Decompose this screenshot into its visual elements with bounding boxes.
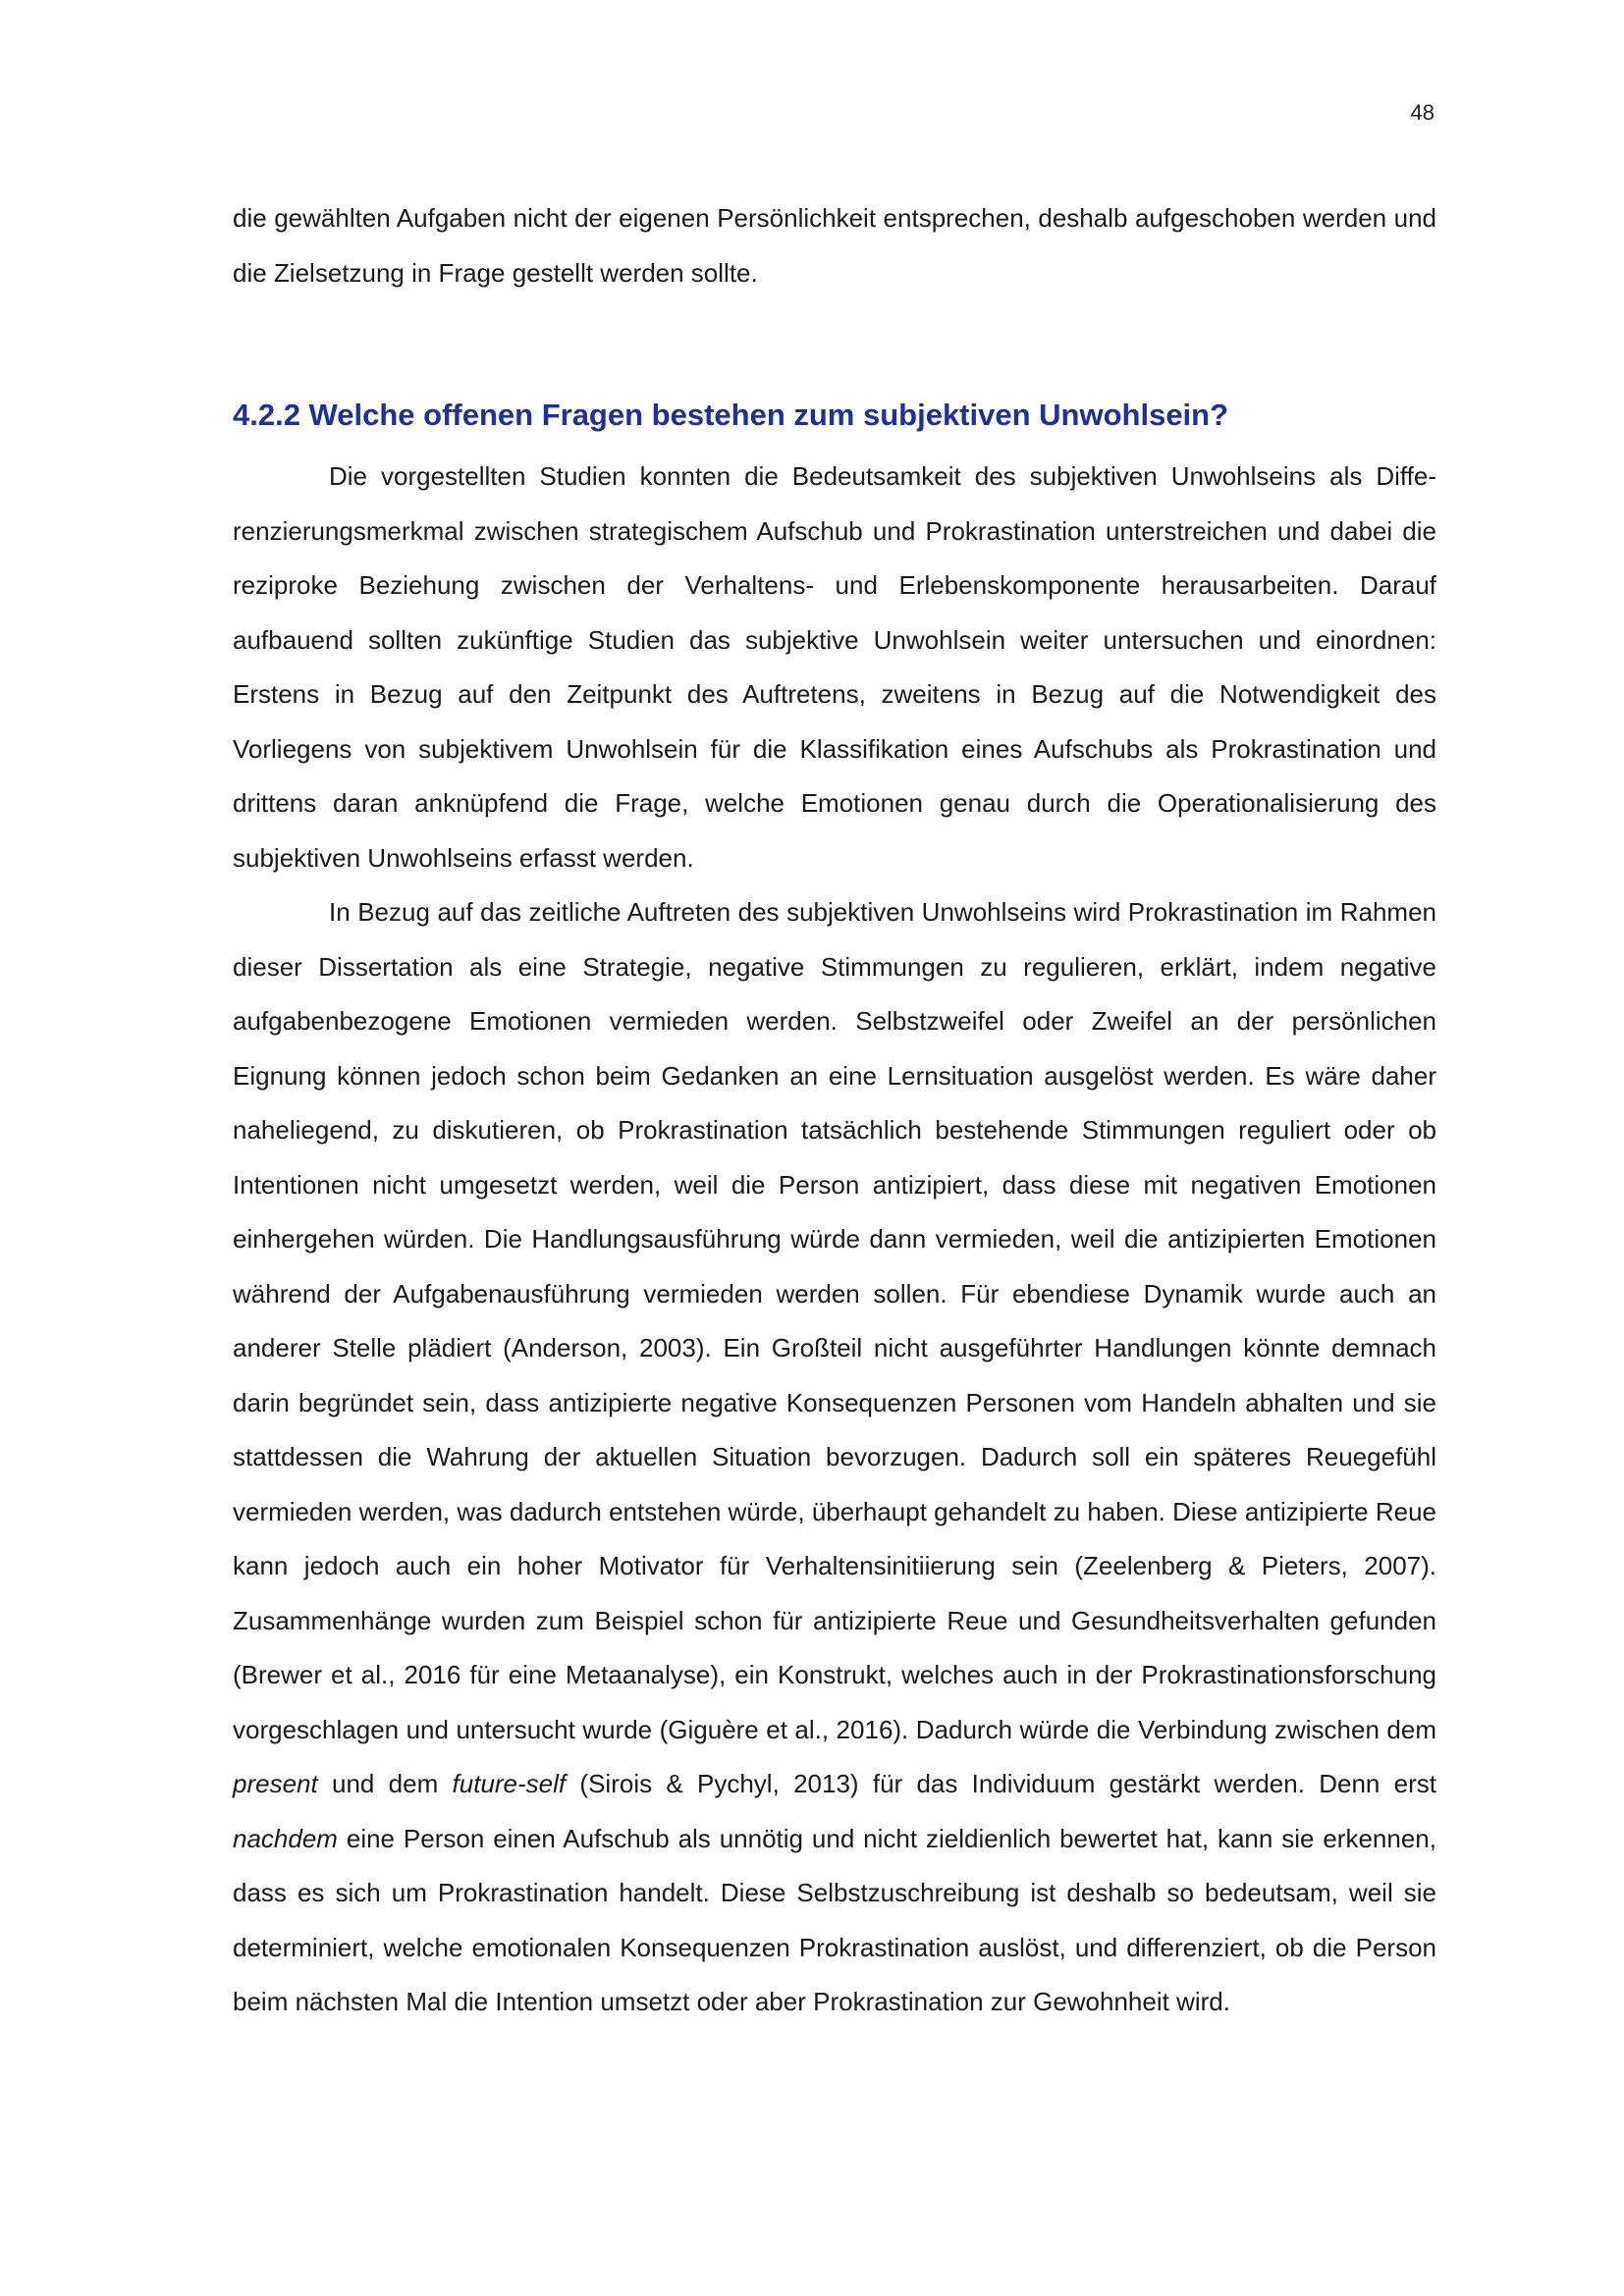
carryover-paragraph: die gewählten Aufgaben nicht der eigenen Persönlichkeit entsprechen, deshalb aufgeschoben werden und die Zielsetzung in Frage gestellt werden sollte. xyxy=(233,203,1436,288)
page-body xyxy=(233,191,1436,2030)
paragraph-2-italic-present: present xyxy=(233,1769,318,1798)
paragraph-1: Die vorgestellten Studien konnten die Bedeutsamkeit des subjektiven Unwohlseins als Differenzierungsmerkmal zwischen strategischem Aufschub und Prokrastination unterstreichen und dabei die reziproke Beziehung zwischen der Verhaltens- und Erlebenskomponente herausarbeiten. Darauf aufbauend sollten zukünftige Studien das subjektive Unwohlsein weiter untersuchen und einordnen: Erstens in Bezug auf den Zeitpunkt des Auftretens, zweitens in Bezug auf die Notwendigkeit des Vorliegens von subjektivem Unwohlsein für die Klassifikation eines Aufschubs als Prokrastination und drittens daran anknüpfend die Frage, welche Emotionen genau durch die Operationalisierung des subjektiven Unwohlseins erfasst werden. xyxy=(233,461,1436,873)
paragraph-2-text-4: eine Person einen Aufschub als unnötig und nicht zieldienlich bewertet hat, kann sie erkennen, dass es sich um Prokrastination handelt. Diese Selbstzuschreibung ist deshalb so bedeutsam, weil sie determiniert, welche emotionalen Konsequenzen Prokrastination auslöst, und differenziert, ob die Person beim nächsten Mal die Intention umsetzt oder aber Prokrastination zur Gewohnheit wird. xyxy=(233,1823,1436,2016)
paragraph-2 xyxy=(233,885,1436,2030)
paragraph-2-italic-nachdem: nachdem xyxy=(233,1823,338,1853)
paragraph-2-italic-future-self: future-self xyxy=(452,1769,567,1798)
page-number: 48 xyxy=(1410,100,1435,125)
paragraph-2-text-1: In Bezug auf das zeitliche Auftreten des subjektiven Unwohlseins wird Prokrastination im Rahmen dieser Dissertation als eine Strategie, negative Stimmungen zu regulieren, erklärt, indem negative aufgabenbezogene Emotionen vermieden werden. Selbstzweifel oder Zweifel an der persönlichen Eignung können jedoch schon beim Gedanken an eine Lernsituation ausgelöst werden. Es wäre daher naheliegend, zu diskutieren, ob Prokrastination tatsächlich bestehende Stimmungen reguliert oder ob Intentionen nicht umgesetzt werden, weil die Person antizipiert, dass diese mit negativen Emotionen einhergehen würden. Die Handlungsausführung würde dann vermieden, weil die antizipierten Emotionen während der Aufgabenausführung vermieden werden sollen. Für ebendiese Dynamik wurde auch an anderer Stelle plädiert (Anderson, 2003). Ein Großteil nicht ausgeführter Handlungen könnte demnach darin begründet sein, dass antizipierte negative Konsequenzen Personen vom Handeln abhalten und sie stattdessen die Wahrung der aktuellen Situation bevorzugen. Dadurch soll ein späteres Reuegefühl vermieden werden, was dadurch entstehen würde, überhaupt gehandelt zu haben. Diese antizipierte Reue kann jedoch auch ein hoher Motivator für Verhaltensinitiierung sein (Zeelenberg & Pieters, 2007). Zusammenhänge wurden zum Beispiel schon für antizipierte Reue und Gesundheitsverhalten gefunden (Brewer et al., 2016 für eine Metaanalyse), ein Konstrukt, welches auch in der Prokrastinationsforschung vorgeschlagen und untersucht wurde (Giguère et al., 2016). Dadurch würde die Verbindung zwischen dem xyxy=(233,897,1436,1744)
paragraph-2-text-3: (Sirois & Pychyl, 2013) für das Individuum gestärkt werden. Denn erst xyxy=(566,1769,1436,1798)
paragraph-2-text-2: und dem xyxy=(317,1769,453,1798)
section-heading: 4.2.2 Welche offenen Fragen bestehen zum subjektiven Unwohlsein? xyxy=(233,398,1229,432)
